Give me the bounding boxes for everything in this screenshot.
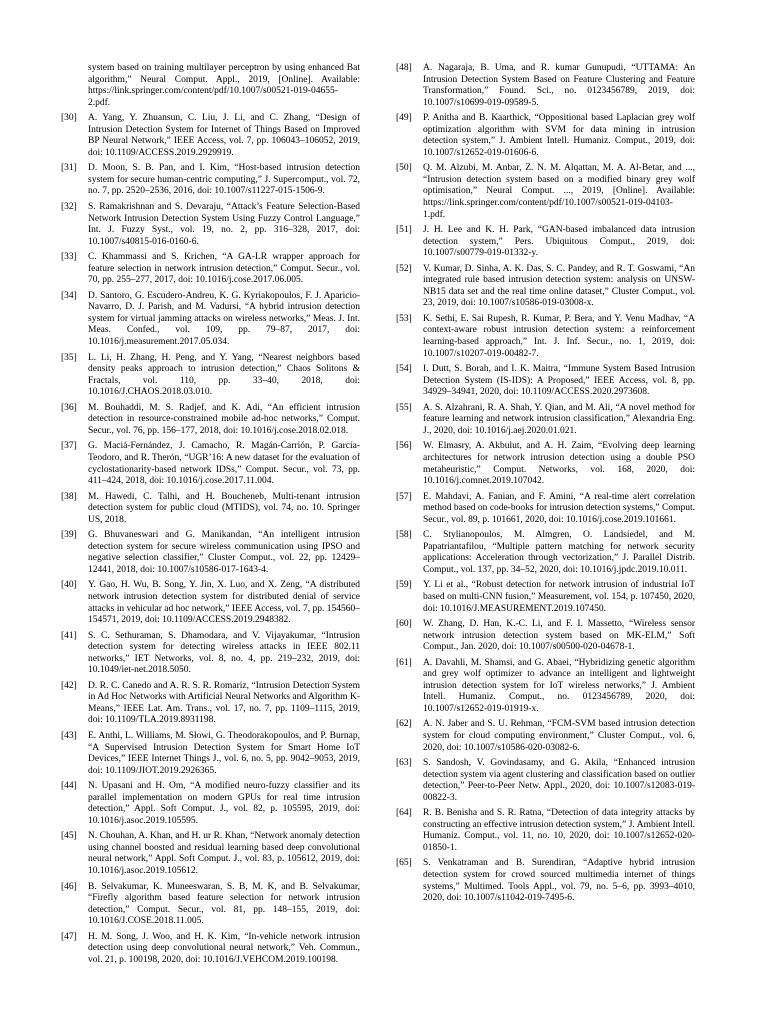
- reference-entry-41: [61, 631, 360, 677]
- reference-entry-48: [396, 63, 695, 109]
- reference-text: A. Davahli, M. Shamsi, and G. Abaei, “Hybridizing genetic algorithm and grey wolf optimizer to advance an intelligent and lightweight intrusion detection system for IoT wireless networks,” J. Ambient Intell. Humaniz. Comput., no. 0123456789, 2020, doi: 10.1007/s12652-019-01919-x.: [423, 657, 695, 714]
- reference-text: H. M. Song, J. Woo, and H. K. Kim, “In-vehicle network intrusion detection using deep convolutional neural network,” Veh. Commun., vol. 21, p. 100198, 2020, doi: 10.1016/J.VEHCOM.2019.100198.: [88, 931, 360, 965]
- reference-text: M. Bouhaddi, M. S. Radjef, and K. Adi, “An efficient intrusion detection in resource-constrained mobile ad-hoc networks,” Comput. Secur., vol. 76, pp. 156–177, 2018, doi: 10.1016/j.cose.2018.02.018.: [88, 402, 360, 436]
- reference-text: A. Yang, Y. Zhuansun, C. Liu, J. Li, and C. Zhang, “Design of Intrusion Detection System for Internet of Things Based on Improved BP Neural Network,” IEEE Access, vol. 7, pp. 106043–106052, 2019, doi: 10.1109/ACCESS.2019.2929919.: [88, 113, 360, 158]
- reference-text: D. Santoro, G. Escudero-Andreu, K. G. Kyriakopoulos, F. J. Aparicio-Navarro, D. J. Parish, and M. Vadursi, “A hybrid intrusion detection system for virtual jamming attacks on wireless networks,” Meas. J. Int. Meas. Confed., vol. 109, pp. 79–87, 2017, doi: 10.1016/j.measurement.2017.05.034.: [88, 290, 360, 348]
- reference-entry-51: [396, 225, 695, 260]
- reference-entry-55: [396, 403, 695, 438]
- reference-entry-37: [61, 441, 360, 487]
- reference-number: [53]: [396, 313, 412, 324]
- reference-number: [54]: [396, 364, 412, 375]
- reference-text: Y. Gao, H. Wu, B. Song, Y. Jin, X. Luo, and X. Zeng, “A distributed network intrusion detection system for distributed denial of service attacks in vehicular ad hoc network,” IEEE Access, vol. 7, pp. 154560–154571, 2019, doi: 10.1109/ACCESS.2019.2948382.: [88, 580, 360, 626]
- reference-text: S. Ramakrishnan and S. Devaraju, “Attack’s Feature Selection-Based Network Intrusion Detection System Using Fuzzy Control Language,” Int. J. Fuzzy Syst., vol. 19, no. 2, pp. 316–328, 2017, doi: 10.1007/s40815-016-0160-6.: [88, 202, 360, 247]
- reference-entry-57: [396, 492, 695, 527]
- reference-text: B. Selvakumar, K. Muneeswaran, S. B, M. K, and B. Selvakumar, “Firefly algorithm based feature selection for network intrusion detection,” Comput. Secur., vol. 81, pp. 148–155, 2019, doi: 10.1016/J.COSE.2018.11.005.: [88, 881, 360, 927]
- reference-text: K. Sethi, E. Sai Rupesh, R. Kumar, P. Bera, and Y. Venu Madhav, “A context-aware robust intrusion detection system: a reinforcement learning-based approach,” Int. J. Inf. Secur., no. 1, 2019, doi: 10.1007/s10207-019-00482-7.: [423, 313, 695, 359]
- reference-text: W. Zhang, D. Han, K.-C. Li, and F. I. Massetto, “Wireless sensor network intrusion detection system based on MK-ELM,” Soft Comput., Jan. 2020, doi: 10.1007/s00500-020-04678-1.: [423, 619, 695, 653]
- reference-number: [50]: [396, 163, 412, 174]
- reference-entry-54: [396, 364, 695, 399]
- reference-number: [39]: [61, 530, 77, 541]
- reference-entry-36: [61, 403, 360, 438]
- reference-number: [32]: [61, 202, 77, 213]
- reference-number: [44]: [61, 781, 77, 792]
- reference-text: L. Li, H. Zhang, H. Peng, and Y. Yang, “Nearest neighbors based density peaks approach to intrusion detection,” Chaos Solitons & Fractals, vol. 110, pp. 33–40, 2018, doi: 10.1016/J.CHAOS.2018.03.010.: [88, 352, 360, 398]
- reference-entry-44: [61, 781, 360, 827]
- reference-number: [56]: [396, 441, 412, 452]
- reference-number: [46]: [61, 881, 77, 892]
- reference-text: C. Khammassi and S. Krichen, “A GA-LR wrapper approach for feature selection in network intrusion detection,” Comput. Secur., vol. 70, pp. 255–277, 2017, doi: 10.1016/j.cose.2017.06.005.: [88, 252, 360, 286]
- reference-number: [52]: [396, 263, 412, 274]
- reference-entry-45: [61, 831, 360, 877]
- reference-entry-32: [61, 202, 360, 248]
- reference-entry-42: [61, 681, 360, 727]
- reference-entry-30: [61, 113, 360, 159]
- reference-number: [51]: [396, 225, 412, 236]
- reference-number: [58]: [396, 530, 412, 541]
- reference-text: S. Sandosh, V. Govindasamy, and G. Akila, “Enhanced intrusion detection system via agent clustering and classification based on outlier detection,” Peer-to-Peer Netw. Appl., 2020, doi: 10.1007/s12083-019-00822-3.: [423, 758, 695, 803]
- reference-text: V. Kumar, D. Sinha, A. K. Das, S. C. Pandey, and R. T. Goswami, “An integrated rule based intrusion detection system: analysis on UNSW-NB15 data set and the real time online dataset,” Cluster Comput., vol. 23, 2019, doi: 10.1007/s10586-019-03008-x.: [423, 263, 695, 309]
- reference-text: R. B. Benisha and S. R. Ratna, “Detection of data integrity attacks by constructing an effective intrusion detection system,” J. Ambient Intell. Humaniz. Comput., vol. 11, no. 10, 2020, doi: 10.1007/s12652-020-01850-1.: [423, 808, 695, 853]
- reference-number: [61]: [396, 657, 412, 668]
- reference-text: C. Stylianopoulos, M. Almgren, O. Landsiedel, and M. Papatriantafilou, “Multiple pattern matching for network security applications: Acceleration through vectorization,” J. Parallel Distrib. Comput., vol. 137, pp. 34–52, 2020, doi: 10.1016/j.jpdc.2019.10.011.: [423, 530, 695, 575]
- reference-number: [45]: [61, 831, 77, 842]
- reference-number: [55]: [396, 402, 412, 413]
- reference-text: N. Upasani and H. Om, “A modified neuro-fuzzy classifier and its parallel implementation on modern GPUs for real time intrusion detection,” Appl. Soft Comput. J., vol. 82, p. 105595, 2019, doi: 10.1016/j.asoc.2019.105595.: [88, 781, 360, 826]
- reference-entry-56: [396, 441, 695, 487]
- reference-number: [37]: [61, 441, 77, 452]
- reference-number: [65]: [396, 858, 412, 869]
- reference-text: A. N. Jaber and S. U. Rehman, “FCM-SVM based intrusion detection system for cloud computing environment,” Cluster Comput., vol. 6, 2020, doi: 10.1007/s10586-020-03082-6.: [423, 719, 695, 753]
- reference-column-left: [61, 63, 360, 970]
- reference-number: [60]: [396, 619, 412, 630]
- reference-entry-40: [61, 580, 360, 626]
- reference-number: [63]: [396, 758, 412, 769]
- reference-number: [38]: [61, 491, 77, 502]
- reference-number: [47]: [61, 931, 77, 942]
- reference-text: P. Anitha and B. Kaarthick, “Oppositional based Laplacian grey wolf optimization algorithm with SVM for data mining in intrusion detection system,” J. Ambient Intell. Humaniz. Comput., 2019, doi: 10.1007/s12652-019-01606-6.: [423, 113, 695, 158]
- reference-entry-43: [61, 731, 360, 777]
- reference-entry-60: [396, 619, 695, 654]
- reference-number: [57]: [396, 491, 412, 502]
- reference-entry-39: [61, 530, 360, 576]
- reference-text: G. Maciá-Fernández, J. Camacho, R. Magán-Carrión, P. García-Teodoro, and R. Therón, “UGR’16: A new dataset for the evaluation of cyclostationarity-based network IDSs,” Comput. Secur., vol. 73, pp. 411–424, 2018, doi: 10.1016/j.cose.2017.11.004.: [88, 441, 360, 487]
- reference-entry-continued: [61, 63, 360, 109]
- reference-entry-38: [61, 492, 360, 527]
- reference-number: [62]: [396, 719, 412, 730]
- reference-text: E. Anthi, L. Williams, M. Słowi, G. Theodorakopoulos, and P. Burnap, “A Supervised Intrusion Detection System for Smart Home IoT Devices,” IEEE Internet Things J., vol. 6, no. 5, pp. 9042–9053, 2019, doi: 10.1109/JIOT.2019.2926365.: [88, 730, 360, 776]
- reference-text: S. C. Sethuraman, S. Dhamodara, and V. Vijayakumar, “Intrusion detection system for detecting wireless attacks in IEEE 802.11 networks,” IET Networks, vol. 8, no. 4, pp. 219–232, 2019, doi: 10.1049/iet-net.2018.5050.: [88, 630, 360, 676]
- reference-entry-46: [61, 882, 360, 928]
- reference-entry-59: [396, 580, 695, 615]
- reference-text: J. H. Lee and K. H. Park, “GAN-based imbalanced data intrusion detection system,” Pers. Ubiquitous Comput., 2019, doi: 10.1007/s00779-019-01332-y.: [423, 225, 695, 259]
- reference-number: [64]: [396, 808, 412, 819]
- reference-text: G. Bhuvaneswari and G. Manikandan, “An intelligent intrusion detection system for secure wireless communication using IPSO and negative selection classifier,” Cluster Comput., vol. 22, pp. 12429–12441, 2018, doi: 10.1007/s10586-017-1643-4.: [88, 530, 360, 575]
- reference-text: W. Elmasry, A. Akbulut, and A. H. Zaim, “Evolving deep learning architectures for network intrusion detection using a double PSO metaheuristic,” Comput. Networks, vol. 168, 2020, doi: 10.1016/j.comnet.2019.107042.: [423, 441, 695, 487]
- reference-column-right: [396, 63, 695, 909]
- reference-number: [59]: [396, 580, 412, 591]
- reference-entry-58: [396, 530, 695, 576]
- reference-text: S. Venkatraman and B. Surendiran, “Adaptive hybrid intrusion detection system for crowd sourced multimedia internet of things systems,” Multimed. Tools Appl., vol. 79, no. 5–6, pp. 3993–4010, 2020, doi: 10.1007/s11042-019-7495-6.: [423, 858, 695, 904]
- reference-number: [30]: [61, 113, 77, 124]
- reference-entry-64: [396, 808, 695, 854]
- reference-number: [49]: [396, 113, 412, 124]
- reference-entry-63: [396, 758, 695, 804]
- reference-entry-50: [396, 163, 695, 221]
- reference-text: Y. Li et al., “Robust detection for network intrusion of industrial IoT based on multi-CNN fusion,” Measurement, vol. 154, p. 107450, 2020, doi: 10.1016/J.MEASUREMENT.2019.107450.: [423, 580, 695, 614]
- reference-text: A. S. Alzahrani, R. A. Shah, Y. Qian, and M. Ali, “A novel method for feature learning and network intrusion classification,” Alexandria Eng. J., 2020, doi: 10.1016/j.aej.2020.01.021.: [423, 402, 695, 436]
- reference-entry-47: [61, 932, 360, 967]
- reference-number: [33]: [61, 252, 77, 263]
- reference-number: [40]: [61, 580, 77, 591]
- reference-number: [34]: [61, 290, 77, 301]
- reference-entry-53: [396, 314, 695, 360]
- reference-entry-62: [396, 719, 695, 754]
- reference-number: [42]: [61, 680, 77, 691]
- reference-number: [43]: [61, 730, 77, 741]
- reference-entry-33: [61, 252, 360, 287]
- reference-entry-31: [61, 163, 360, 198]
- reference-entry-49: [396, 113, 695, 159]
- reference-entry-61: [396, 658, 695, 716]
- reference-text: D. R. C. Canedo and A. R. S. R. Romariz, “Intrusion Detection System in Ad Hoc Networks with Artificial Neural Networks and Algorithm K-Means,” IEEE Lat. Am. Trans., vol. 17, no. 7, pp. 1109–1115, 2019, doi: 10.1109/TLA.2019.8931198.: [88, 680, 360, 726]
- reference-text: system based on training multilayer perceptron by using enhanced Bat algorithm,” Neural Comput. Appl., 2019, [Online]. Available: https://link.springer.com/content/pdf/10.1007/s00521-019-04655-2.pdf.: [88, 63, 360, 108]
- reference-entry-52: [396, 264, 695, 310]
- reference-text: D. Moon, S. B. Pan, and I. Kim, “Host-based intrusion detection system for secure human-centric computing,” J. Supercomput., vol. 72, no. 7, pp. 2520–2536, 2016, doi: 10.1007/s11227-015-1506-9.: [88, 163, 360, 197]
- reference-text: E. Mahdavi, A. Fanian, and F. Amini, “A real-time alert correlation method based on code-books for intrusion detection systems,” Comput. Secur., vol. 89, p. 101661, 2020, doi: 10.1016/j.cose.2019.101661.: [423, 491, 695, 525]
- reference-number: [41]: [61, 630, 77, 641]
- reference-number: [36]: [61, 402, 77, 413]
- reference-entry-34: [61, 291, 360, 349]
- reference-text: M. Hawedi, C. Talhi, and H. Boucheneb, Multi-tenant intrusion detection system for public cloud (MTIDS), vol. 74, no. 10. Springer US, 2018.: [88, 491, 360, 525]
- reference-text: N. Chouhan, A. Khan, and H. ur R. Khan, “Network anomaly detection using channel boosted and residual learning based deep convolutional neural network,” Appl. Soft Comput. J., vol. 83, p. 105612, 2019, doi: 10.1016/j.asoc.2019.105612.: [88, 831, 360, 876]
- reference-number: [35]: [61, 352, 77, 363]
- reference-text: A. Nagaraja, B. Uma, and R. kumar Gunupudi, “UTTAMA: An Intrusion Detection System Based on Feature Clustering and Feature Transformation,” Found. Sci., no. 0123456789, 2019, doi: 10.1007/s10699-019-09589-5.: [423, 63, 695, 108]
- reference-text: I. Dutt, S. Borah, and I. K. Maitra, “Immune System Based Intrusion Detection System (IS-IDS): A Proposed,” IEEE Access, vol. 8, pp. 34929–34941, 2020, doi: 10.1109/ACCESS.2020.2973608.: [423, 364, 695, 398]
- reference-number: [48]: [396, 63, 412, 73]
- reference-entry-65: [396, 858, 695, 904]
- reference-entry-35: [61, 353, 360, 399]
- reference-number: [31]: [61, 163, 77, 174]
- reference-text: Q. M. Alzubi, M. Anbar, Z. N. M. Alqattan, M. A. Al-Betar, and ..., “Intrusion detection system based on a modified binary grey wolf optimisation,” Neural Comput. ..., 2019, [Online]. Available: https://link.springer.com/content/pdf/10.1007/s00521-019-04103-1.pdf.: [423, 163, 695, 220]
